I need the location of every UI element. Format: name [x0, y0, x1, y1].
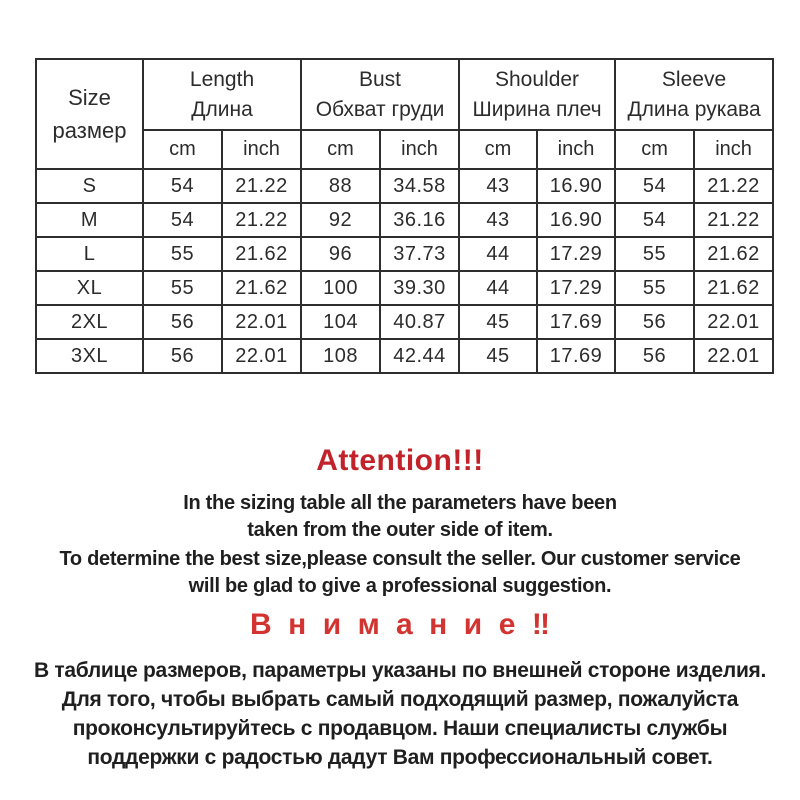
data-cell: 108	[301, 339, 380, 373]
size-cell: 2XL	[36, 305, 143, 339]
note-line: To determine the best size,please consult the seller. Our customer service	[59, 548, 741, 570]
data-cell: 44	[459, 271, 537, 305]
attention-heading-ru: Внимание‼	[249, 608, 567, 641]
note-line: taken from the outer side of item.	[247, 519, 553, 541]
data-cell: 56	[615, 339, 694, 373]
data-cell: 34.58	[380, 169, 459, 203]
data-cell: 92	[301, 203, 380, 237]
size-cell: L	[36, 237, 143, 271]
data-cell: 40.87	[380, 305, 459, 339]
unit-cell: inch	[694, 130, 773, 169]
note-line: В таблице размеров, параметры указаны по внешней стороне изделия.	[33, 659, 767, 682]
table-row-m	[36, 203, 773, 237]
data-cell: 17.69	[537, 305, 615, 339]
data-cell: 54	[615, 203, 694, 237]
data-cell: 42.44	[380, 339, 459, 373]
data-cell: 21.62	[222, 271, 301, 305]
size-cell: S	[36, 169, 143, 203]
data-cell: 21.62	[694, 271, 773, 305]
size-header-en: Size	[68, 85, 111, 110]
table-row-3xl	[36, 339, 773, 373]
data-cell: 56	[143, 339, 222, 373]
data-cell: 56	[143, 305, 222, 339]
data-cell: 45	[459, 305, 537, 339]
size-cell: XL	[36, 271, 143, 305]
data-cell: 21.22	[694, 169, 773, 203]
size-column-header	[36, 59, 143, 169]
note-line: Для того, чтобы выбрать самый подходящий размер, пожалуйста	[61, 688, 739, 711]
data-cell: 21.22	[222, 169, 301, 203]
data-cell: 17.29	[537, 237, 615, 271]
unit-cell: cm	[615, 130, 694, 169]
data-cell: 21.22	[694, 203, 773, 237]
bust-header-ru: Обхват груди	[315, 97, 445, 121]
data-cell: 43	[459, 203, 537, 237]
data-cell: 104	[301, 305, 380, 339]
length-header-ru: Длина	[191, 97, 253, 121]
data-cell: 22.01	[222, 339, 301, 373]
note-line: проконсультируйтесь с продавцом. Наши специалисты службы	[72, 717, 728, 740]
length-column-header	[143, 59, 301, 130]
note-line: will be glad to give a professional suggestion.	[188, 575, 612, 597]
shoulder-header-ru: Ширина плеч	[472, 97, 602, 121]
data-cell: 36.16	[380, 203, 459, 237]
data-cell: 54	[143, 169, 222, 203]
note-en-paragraph-2	[0, 546, 800, 600]
table-units-row	[36, 130, 773, 169]
bust-column-header	[301, 59, 459, 130]
data-cell: 55	[615, 271, 694, 305]
data-cell: 96	[301, 237, 380, 271]
shoulder-column-header	[459, 59, 615, 130]
data-cell: 22.01	[222, 305, 301, 339]
data-cell: 55	[143, 271, 222, 305]
unit-cell: cm	[143, 130, 222, 169]
shoulder-header-en: Shoulder	[494, 68, 580, 92]
data-cell: 45	[459, 339, 537, 373]
bust-header-en: Bust	[359, 68, 402, 92]
data-cell: 17.69	[537, 339, 615, 373]
data-cell: 17.29	[537, 271, 615, 305]
data-cell: 39.30	[380, 271, 459, 305]
note-line: In the sizing table all the parameters have been	[183, 492, 617, 514]
data-cell: 54	[615, 169, 694, 203]
unit-cell: inch	[380, 130, 459, 169]
data-cell: 44	[459, 237, 537, 271]
attention-heading-en: Attention!!!	[316, 444, 484, 477]
data-cell: 43	[459, 169, 537, 203]
data-cell: 16.90	[537, 169, 615, 203]
data-cell: 88	[301, 169, 380, 203]
table-row-xl	[36, 271, 773, 305]
sleeve-column-header	[615, 59, 773, 130]
data-cell: 22.01	[694, 305, 773, 339]
size-cell: 3XL	[36, 339, 143, 373]
data-cell: 21.62	[222, 237, 301, 271]
unit-cell: cm	[459, 130, 537, 169]
table-row-l	[36, 237, 773, 271]
sleeve-header-ru: Длина рукава	[627, 97, 761, 121]
table-row-2xl	[36, 305, 773, 339]
data-cell: 37.73	[380, 237, 459, 271]
unit-cell: cm	[301, 130, 380, 169]
unit-cell: inch	[222, 130, 301, 169]
note-en-paragraph-1	[0, 490, 800, 544]
data-cell: 56	[615, 305, 694, 339]
data-cell: 21.62	[694, 237, 773, 271]
length-header-en: Length	[189, 68, 255, 92]
data-cell: 55	[143, 237, 222, 271]
sleeve-header-en: Sleeve	[661, 68, 727, 92]
note-line: поддержки с радостью дадут Вам профессиональный совет.	[87, 746, 713, 769]
data-cell: 54	[143, 203, 222, 237]
table-row-s	[36, 169, 773, 203]
size-cell: M	[36, 203, 143, 237]
data-cell: 16.90	[537, 203, 615, 237]
data-cell: 21.22	[222, 203, 301, 237]
unit-cell: inch	[537, 130, 615, 169]
note-ru-paragraph	[0, 656, 800, 772]
size-header-ru: размер	[52, 118, 127, 143]
size-chart-table	[35, 58, 774, 374]
table-header-group-row	[36, 59, 773, 130]
data-cell: 55	[615, 237, 694, 271]
data-cell: 22.01	[694, 339, 773, 373]
data-cell: 100	[301, 271, 380, 305]
